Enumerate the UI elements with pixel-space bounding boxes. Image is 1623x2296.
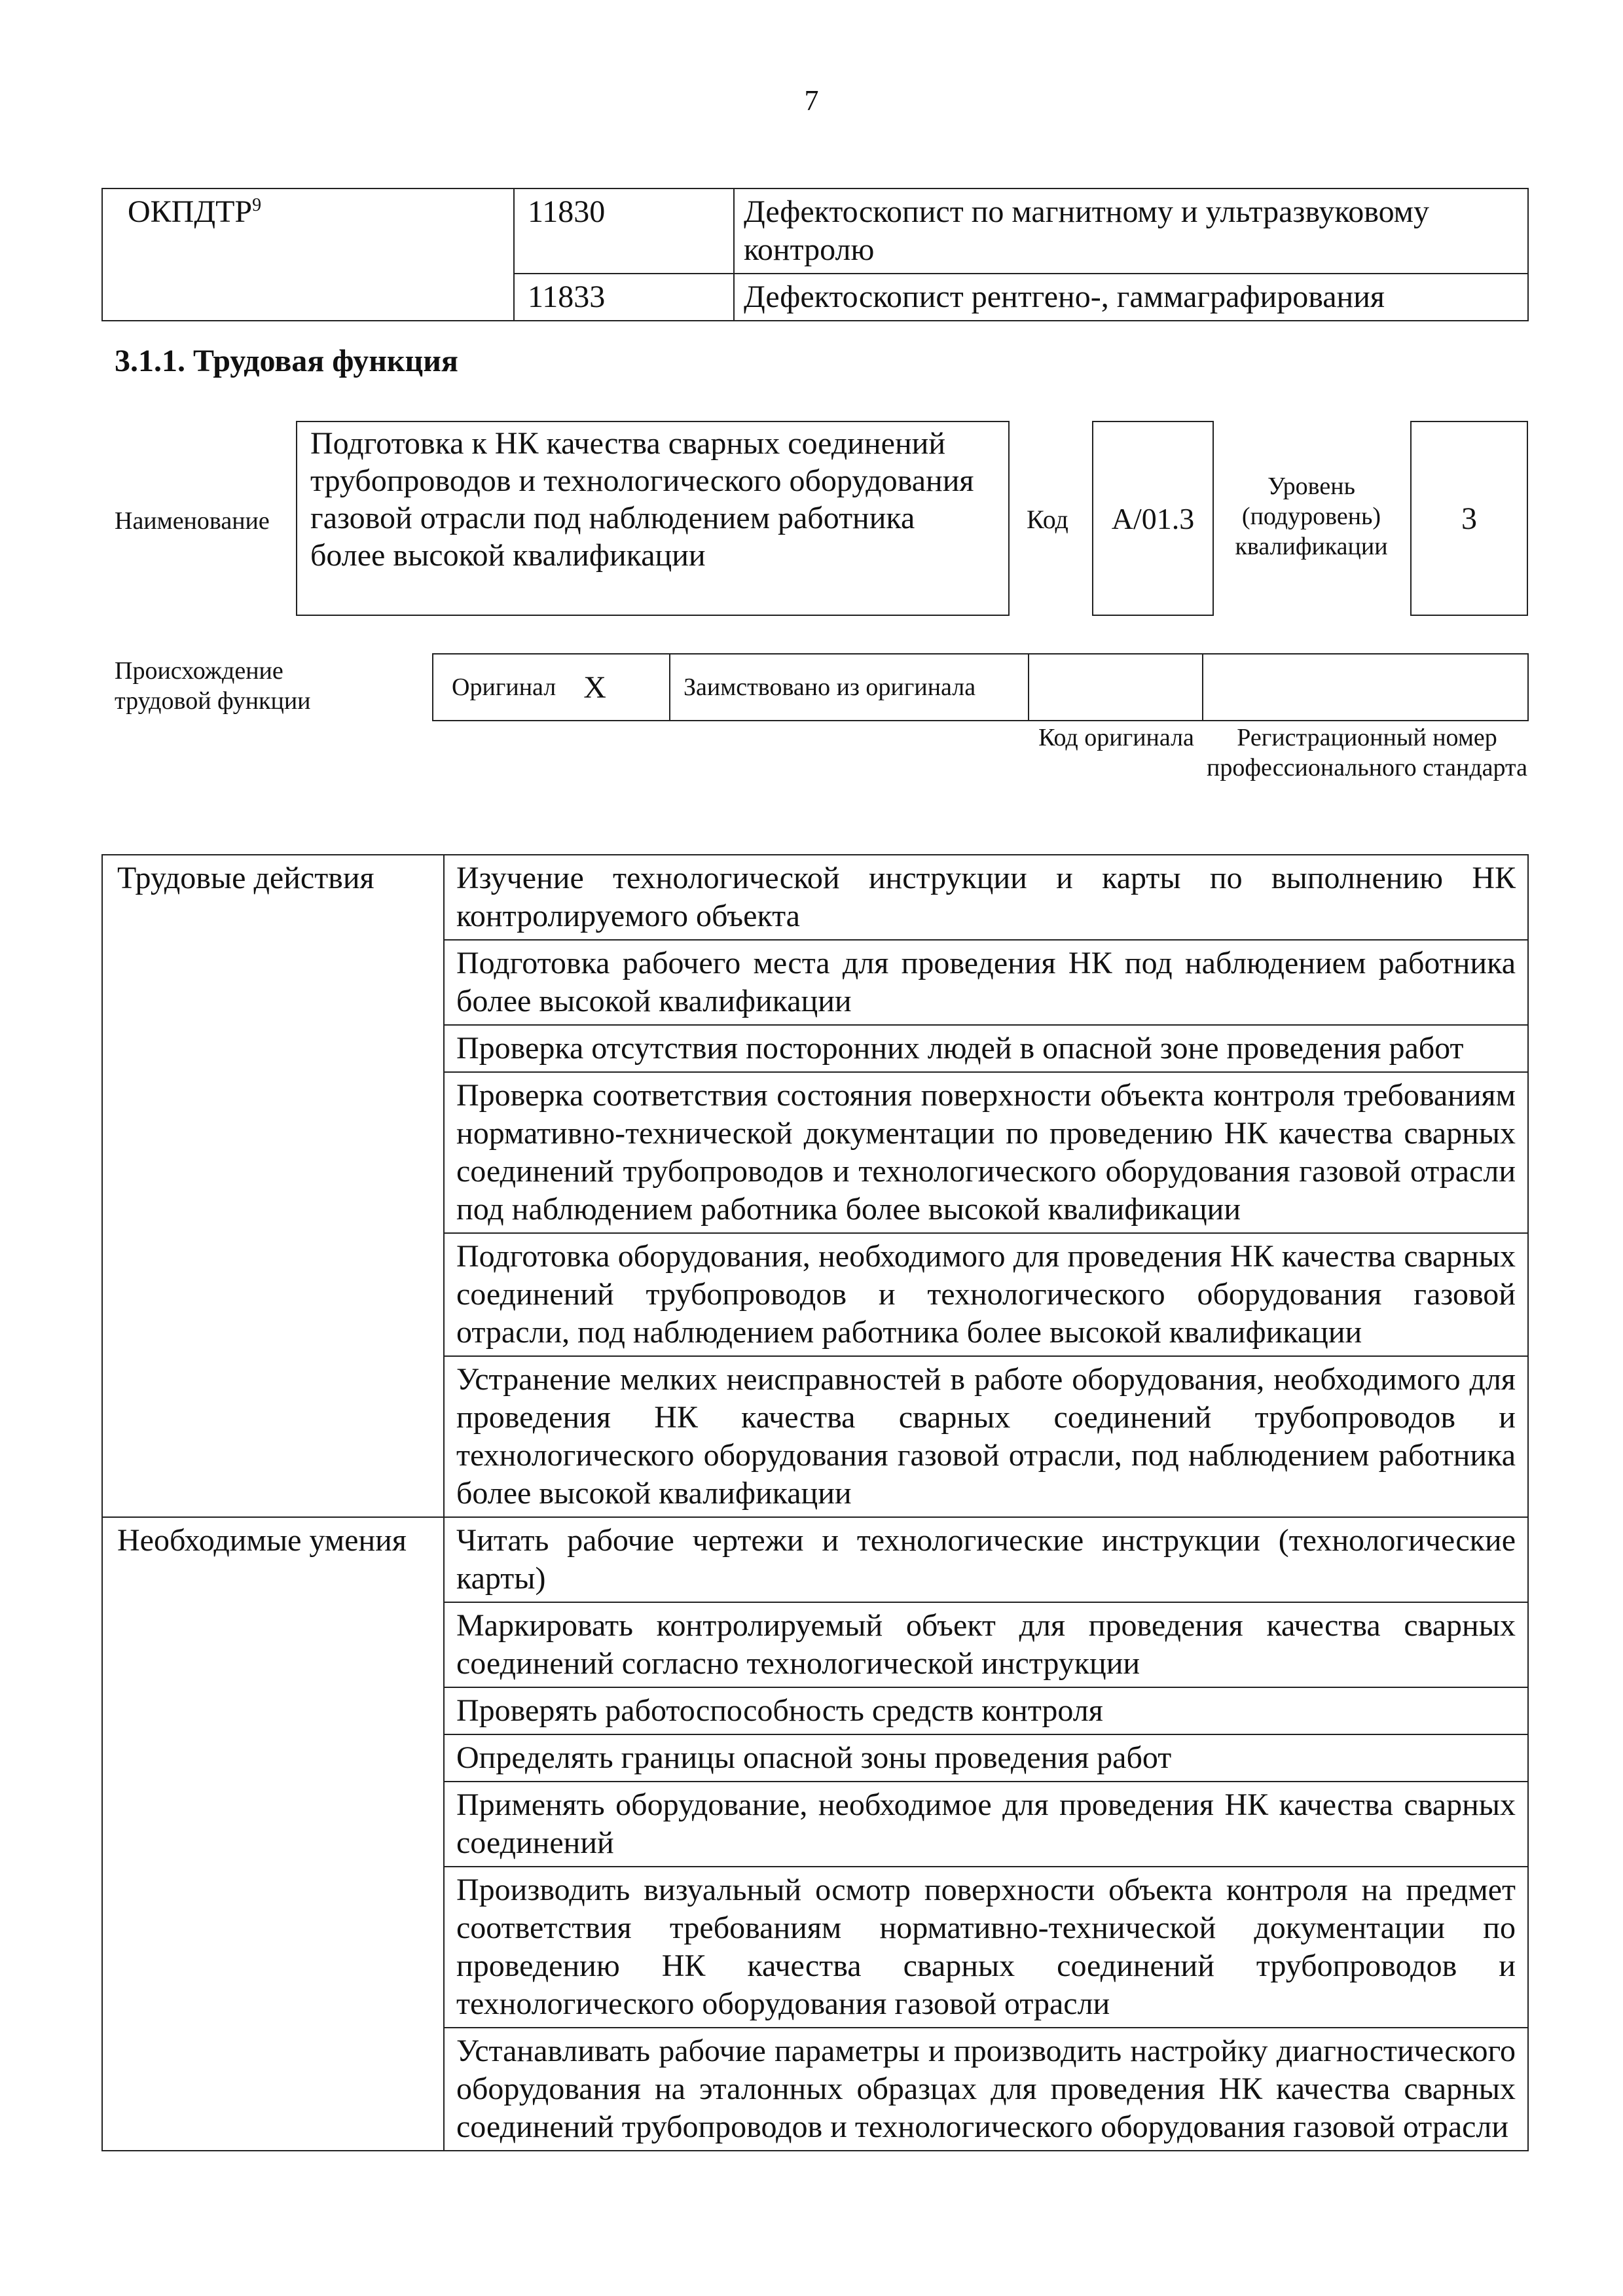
- section-heading: 3.1.1. Трудовая функция: [115, 344, 458, 378]
- okpdtr-label: ОКПДТР: [128, 194, 253, 229]
- origin-table: [432, 653, 1529, 721]
- okpdtr-code: 11833: [514, 274, 734, 321]
- footnote-marker: 9: [252, 195, 262, 215]
- okpdtr-title: Дефектоскопист рентгено-, гаммаграфирования: [734, 274, 1528, 321]
- original-cell: [433, 655, 670, 720]
- skill-item: Производить визуальный осмотр поверхности объекта контроля на предмет соответствия требованиям нормативно-технической документации по проведению НК качества сварных соединений трубопроводов и технологического оборудования газовой отрасли: [444, 1867, 1528, 2028]
- okpdtr-table: [101, 188, 1529, 321]
- borrowed-cell: [670, 655, 1029, 720]
- okpdtr-title: Дефектоскопист по магнитному и ультразвуковому контролю: [734, 188, 1528, 274]
- function-code: A/01.3: [1092, 421, 1214, 616]
- page-number: 7: [804, 84, 819, 117]
- table-row: [102, 855, 1528, 940]
- required-skills-label: Необходимые умения: [102, 1517, 444, 2151]
- origin-label: Происхождение трудовой функции: [115, 657, 311, 715]
- okpdtr-label-cell: [102, 188, 514, 321]
- labor-action-item: Подготовка рабочего места для проведения НК под наблюдением работника более высокой квалификации: [444, 940, 1528, 1025]
- skill-item: Проверять работоспособность средств контроля: [444, 1687, 1528, 1734]
- skill-item: Читать рабочие чертежи и технологические инструкции (технологические карты): [444, 1517, 1528, 1602]
- skill-item: Определять границы опасной зоны проведения работ: [444, 1734, 1528, 1782]
- skill-item: Применять оборудование, необходимое для проведения НК качества сварных соединений: [444, 1782, 1528, 1867]
- labor-action-item: Проверка соответствия состояния поверхности объекта контроля требованиям нормативно-технической документации по проведению НК качества сварных соединений трубопроводов и технологического оборудования газовой отрасли под наблюдением работника более высокой квалификации: [444, 1072, 1528, 1233]
- original-label: Оригинал: [452, 673, 556, 701]
- borrowed-label: Заимствовано из оригинала: [684, 673, 976, 701]
- table-row: [102, 1517, 1528, 1602]
- reg-caption: Регистрационный номер профессионального стандарта: [1207, 724, 1527, 781]
- skill-item: Маркировать контролируемый объект для проведения качества сварных соединений согласно технологической инструкции: [444, 1602, 1528, 1687]
- function-name: Подготовка к НК качества сварных соединений трубопроводов и технологического оборудования газовой отрасли под наблюдением работника более высокой квалификации: [296, 421, 1010, 616]
- labor-actions-label: Трудовые действия: [102, 855, 444, 1517]
- qualification-level: 3: [1410, 421, 1528, 616]
- labor-action-item: Изучение технологической инструкции и карты по выполнению НК контролируемого объекта: [444, 855, 1528, 940]
- code-label: Код: [1027, 505, 1068, 534]
- okpdtr-code: 11830: [514, 188, 734, 274]
- okpdtr-row: [102, 188, 1528, 274]
- labor-action-item: Проверка отсутствия посторонних людей в опасной зоне проведения работ: [444, 1025, 1528, 1072]
- function-details-table: [101, 854, 1529, 2151]
- code-caption: Код оригинала: [1038, 724, 1194, 751]
- original-mark: X: [583, 670, 606, 705]
- original-code-cell: [1029, 655, 1203, 720]
- level-label: Уровень (подуровень) квалификации: [1235, 473, 1388, 560]
- name-label: Наименование: [115, 507, 270, 535]
- labor-action-item: Подготовка оборудования, необходимого для проведения НК качества сварных соединений трубопроводов и технологического оборудования газовой отрасли, под наблюдением работника более высокой квалификации: [444, 1233, 1528, 1356]
- skill-item: Устанавливать рабочие параметры и производить настройку диагностического оборудования на эталонных образцах для проведения НК качества сварных соединений трубопроводов и технологического оборудования газовой отрасли: [444, 2028, 1528, 2151]
- labor-action-item: Устранение мелких неисправностей в работе оборудования, необходимого для проведения НК качества сварных соединений трубопроводов и технологического оборудования газовой отрасли, под наблюдением работника более высокой квалификации: [444, 1356, 1528, 1517]
- registration-number-cell: [1203, 655, 1527, 720]
